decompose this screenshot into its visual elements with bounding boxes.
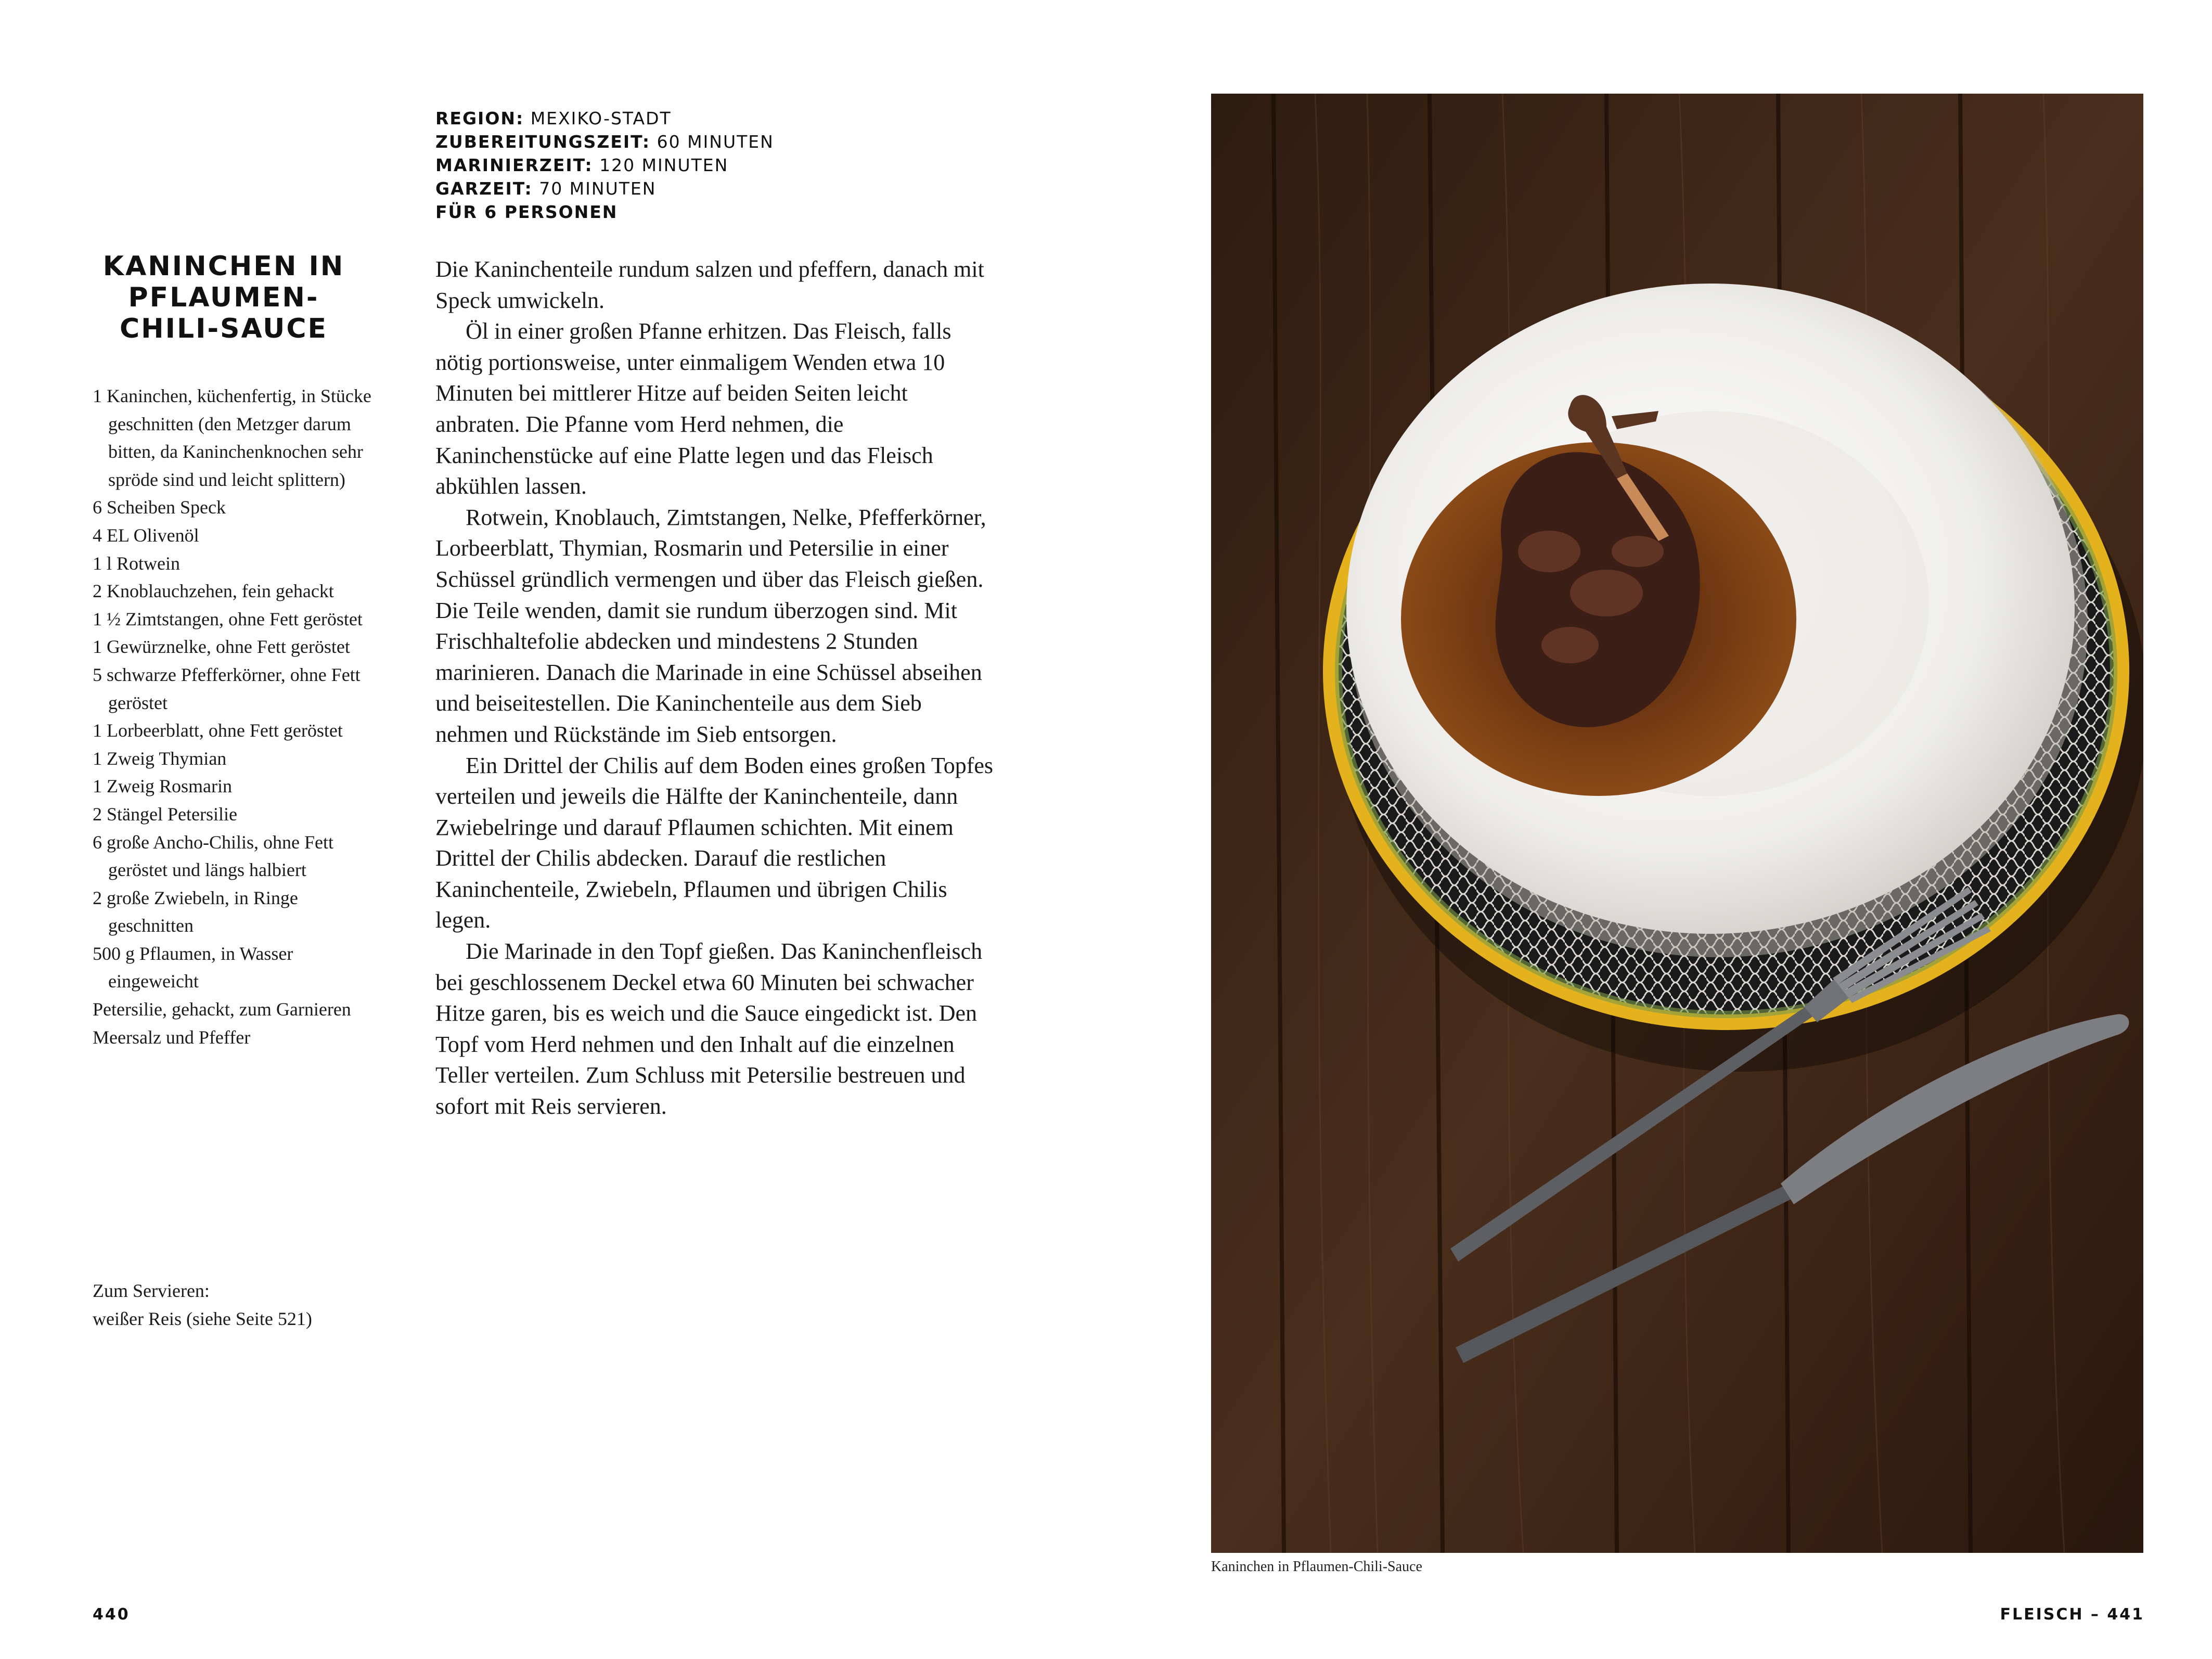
method-text (435, 254, 997, 1122)
dish-photo-illustration (1211, 94, 2143, 1553)
title-line: PFLAUMEN- (128, 282, 319, 313)
ingredient-item: 1 Lorbeerblatt, ohne Fett geröstet (93, 720, 343, 741)
serving-note (93, 1277, 374, 1333)
meta-marinate-time: MARINIERZEIT: 120 MINUTEN (435, 155, 729, 175)
method-paragraph: Rotwein, Knoblauch, Zimtstangen, Nelke, Pfefferkörner, Lorbeerblatt, Thymian, Rosmarin und Petersilie in einer Schüssel gründlich vermengen und über das Fleisch gießen. Die Teile wenden, damit sie rundum überzogen sind. Mit Frischhaltefolie abdecken und mindestens 2 Stunden marinieren. Danach die Marinade in eine Schüssel abseihen und beiseitestellen. Die Kaninchenteile aus dem Sieb nehmen und Rückstände im Sieb entsorgen. (435, 504, 986, 747)
ingredient-item: Petersilie, gehackt, zum Garnieren (93, 999, 351, 1020)
recipe-meta (435, 107, 904, 224)
method-paragraph: Die Marinade in den Topf gießen. Das Kaninchenfleisch bei geschlossenem Deckel etwa 60 Minuten bei schwacher Hitze garen, bis es weich und die Sauce eingedickt ist. Den Topf vom Herd nehmen und den Inhalt auf die einzelnen Teller verteilen. Zum Schluss mit Petersilie bestreuen und sofort mit Reis servieren. (435, 938, 983, 1120)
recipe-title (88, 251, 359, 344)
dish-photo (1211, 94, 2143, 1553)
ingredient-item: 1 Gewürznelke, ohne Fett geröstet (93, 636, 350, 658)
ingredient-item: 6 große Ancho-Chilis, ohne Fett geröstet und längs halbiert (93, 831, 333, 881)
ingredient-item: 1 Zweig Rosmarin (93, 776, 232, 797)
method-paragraph: Die Kaninchenteile rundum salzen und pfeffern, danach mit Speck umwickeln. (435, 256, 984, 313)
title-line: KANINCHEN IN (102, 251, 345, 282)
ingredient-item: 1 l Rotwein (93, 552, 180, 574)
method-paragraph: Ein Drittel der Chilis auf dem Boden eines großen Topfes verteilen und jeweils die Hälfte der Kaninchenteile, dann Zwiebelringe und darauf Pflaumen schichten. Mit einem Drittel der Chilis abdecken. Darauf die restlichen Kaninchenteile, Zwiebeln, Pflaumen und übrigen Chilis legen. (435, 752, 993, 933)
serving-item: weißer Reis (siehe Seite 521) (93, 1308, 312, 1329)
ingredient-item: 1 ½ Zimtstangen, ohne Fett geröstet (93, 608, 363, 629)
ingredient-item: 1 Kaninchen, küchenfertig, in Stücke geschnitten (den Metzger darum bitten, da Kaninchenknochen sehr spröde sind und leicht splittern) (93, 385, 371, 490)
ingredient-item: 2 Stängel Petersilie (93, 803, 237, 825)
ingredient-item: 2 große Zwiebeln, in Ringe geschnitten (93, 887, 298, 936)
meta-servings: FÜR 6 PERSONEN (435, 202, 618, 222)
ingredient-list (93, 382, 374, 1051)
method-paragraph: Öl in einer großen Pfanne erhitzen. Das Fleisch, falls nötig portionsweise, unter einmaligem Wenden etwa 10 Minuten bei mittlerer Hitze auf beiden Seiten leicht anbraten. Die Pfanne vom Herd nehmen, die Kaninchenstücke auf eine Platte legen und das Fleisch abkühlen lassen. (435, 318, 951, 499)
meta-prep-time: ZUBEREITUNGSZEIT: 60 MINUTEN (435, 132, 774, 152)
page-number-right: FLEISCH – 441 (2000, 1605, 2144, 1624)
title-line: CHILI-SAUCE (119, 313, 328, 344)
ingredient-item: 6 Scheiben Speck (93, 497, 226, 518)
ingredient-item: Meersalz und Pfeffer (93, 1026, 251, 1048)
photo-caption: Kaninchen in Pflaumen-Chili-Sauce (1211, 1559, 1422, 1575)
serving-label: Zum Servieren: (93, 1280, 210, 1301)
page-number-left: 440 (93, 1605, 130, 1624)
meta-cook-time: GARZEIT: 70 MINUTEN (435, 178, 657, 199)
ingredient-item: 2 Knoblauchzehen, fein gehackt (93, 581, 334, 602)
ingredient-item: 500 g Pflaumen, in Wasser eingeweicht (93, 943, 293, 992)
meta-region: REGION: MEXIKO-STADT (435, 108, 672, 128)
ingredient-item: 1 Zweig Thymian (93, 748, 227, 769)
ingredient-item: 5 schwarze Pfefferkörner, ohne Fett geröstet (93, 664, 361, 713)
ingredient-item: 4 EL Olivenöl (93, 524, 199, 546)
